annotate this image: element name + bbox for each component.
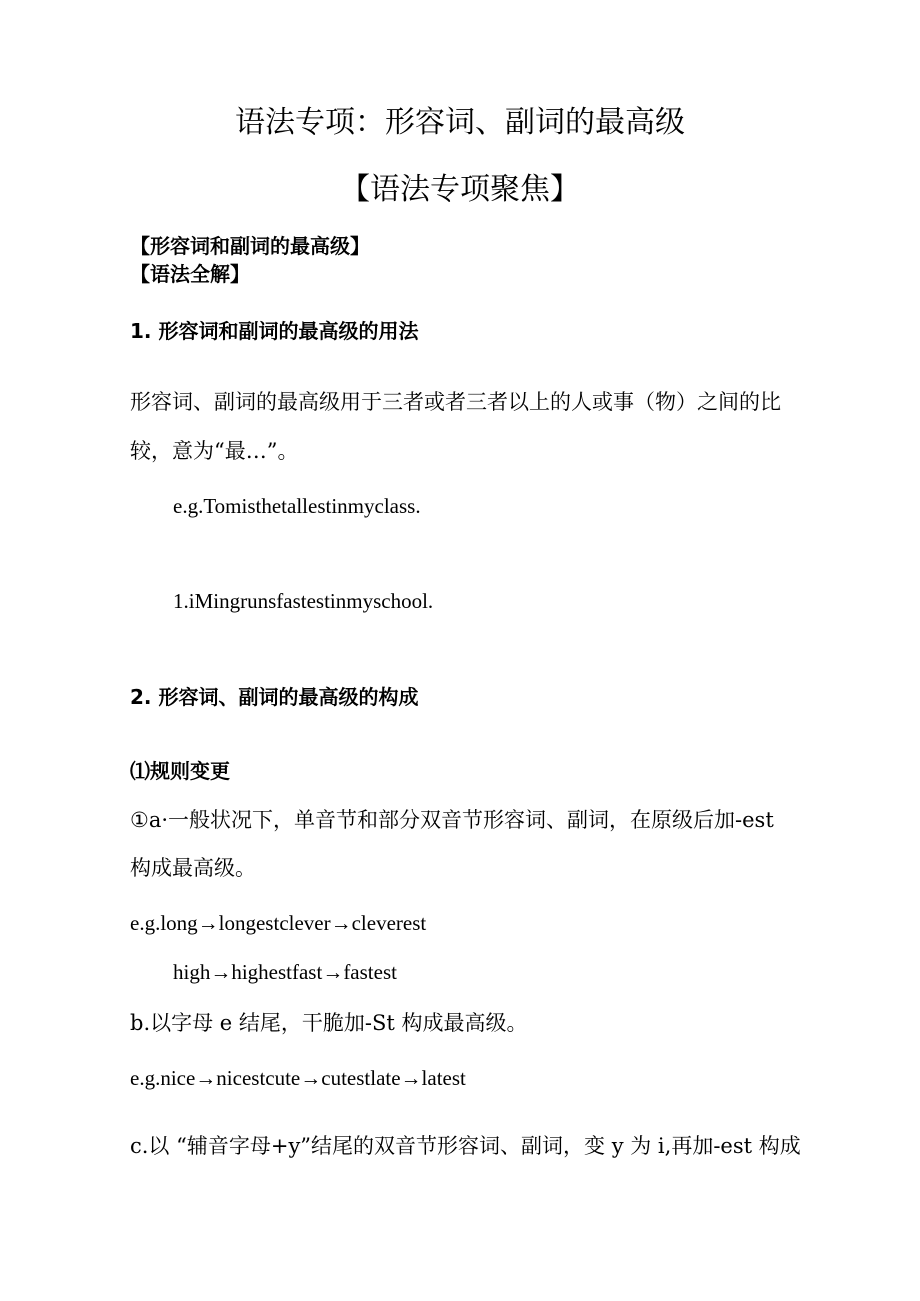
section-heading: 【形容词和副词的最高级】 bbox=[130, 234, 370, 258]
part1-example1: e.g.Tomisthetallestinmyclass. bbox=[173, 494, 421, 518]
part1-example2: 1.iMingrunsfastestinmyschool. bbox=[173, 589, 434, 613]
part2-heading: 2. 形容词、副词的最高级的构成 bbox=[130, 685, 419, 709]
rule-b: b.以字母 e 结尾，干脆加-St 构成最高级。 bbox=[130, 1011, 528, 1035]
part1-paragraph-line2: 较，意为“最…”。 bbox=[130, 439, 299, 463]
rule-a-example2: high→highestfast→fastest bbox=[173, 960, 397, 984]
rule-a-line1: ①a·一般状况下，单音节和部分双音节形容词、副词，在原级后加-est bbox=[130, 808, 774, 832]
rule-c: c.以 “辅音字母+y”结尾的双音节形容词、副词，变 y 为 i,再加-est 构成 bbox=[130, 1134, 801, 1158]
document-title: 语法专项：形容词、副词的最高级 bbox=[235, 105, 685, 140]
rule-a-example1: e.g.long→longestclever→cleverest bbox=[130, 911, 427, 935]
part1-heading: 1. 形容词和副词的最高级的用法 bbox=[130, 319, 419, 343]
document-subtitle: 【语法专项聚焦】 bbox=[340, 172, 580, 207]
part1-paragraph-line1: 形容词、副词的最高级用于三者或者三者以上的人或事（物）之间的比 bbox=[130, 390, 781, 414]
part2-subheading: ⑴规则变更 bbox=[130, 759, 230, 783]
section-subheading: 【语法全解】 bbox=[130, 262, 250, 286]
rule-a-line2: 构成最高级。 bbox=[130, 856, 256, 880]
rule-b-example: e.g.nice→nicestcute→cutestlate→latest bbox=[130, 1066, 466, 1090]
